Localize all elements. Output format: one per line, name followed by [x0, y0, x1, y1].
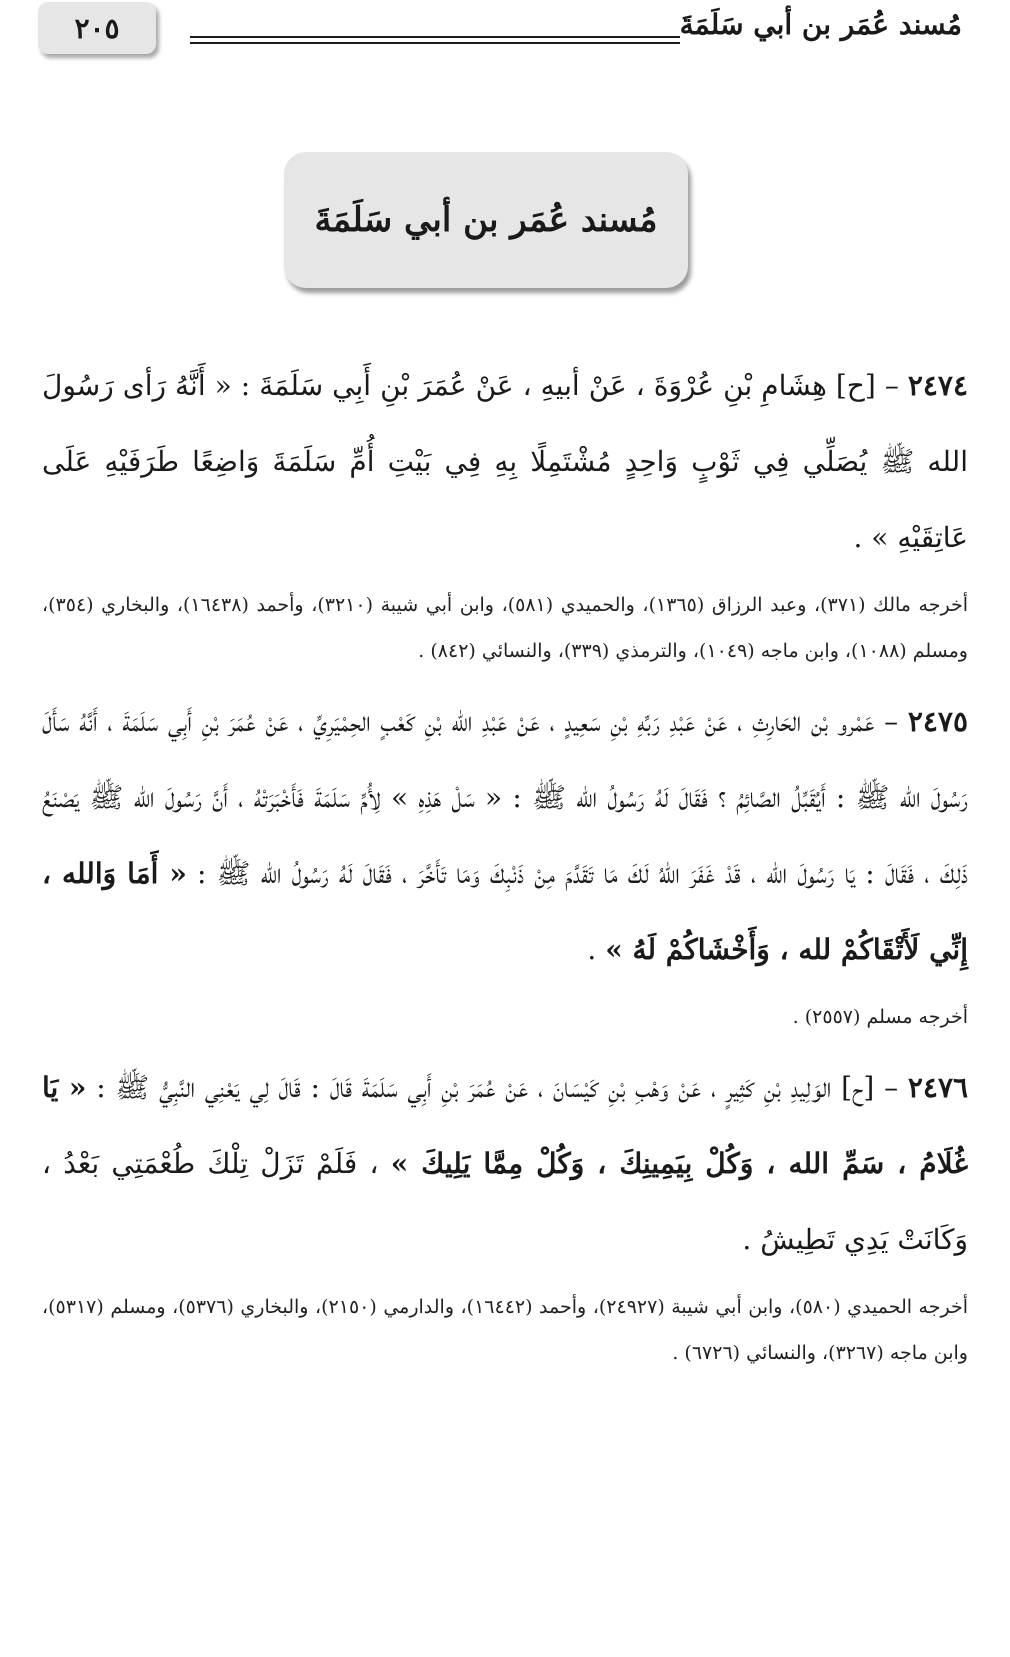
- hadith-text: – عَمْرو بْن الحَارِثِ ، عَنْ عَبْدِ رَبِّهِ بْنِ سَعِيدٍ ، عَنْ عَبْدِ الله بْنِ كَعْبٍ الحِمْيَرِيِّ ، عَنْ عُمَرَ بْنِ أَبِي سَلَمَةَ ، أَنَّهُ سَأَلَ رَسُولَ الله ﷺ : أَيُقَبِّلُ الصَّائِمُ ؟ فَقَالَ لَهُ رَسُولُ الله ﷺ : « سَلْ هَذِهِ » لِأُمِّ سَلَمَةَ فَأَخْبَرَتْهُ ، أَنَّ رَسُولَ الله ﷺ يَصْنَعُ ذَلِكَ ، فَقَالَ : يَا رَسُولَ الله ، قَدْ غَفَرَ اللهُ لَكَ مَا تَقَدَّمَ مِنْ ذَنْبِكَ وَمَا تَأَخَّرَ ، فَقَالَ لَهُ رَسُولُ الله ﷺ :: [42, 705, 969, 890]
- hadith-number: ٢٤٧٥: [907, 705, 968, 738]
- header-rule-bottom: [190, 42, 680, 44]
- running-title: مُسند عُمَر بن أبي سَلَمَةَ: [679, 8, 962, 41]
- hadith-number: ٢٤٧٤: [907, 369, 968, 402]
- page-number: ٢٠٥: [38, 2, 156, 54]
- header-rule-top: [190, 36, 680, 38]
- takhrij-2476: أخرجه الحميدي (٥٨٠)، وابن أبي شيبة (٢٤٩٢٧)، وأحمد (١٦٤٤٢)، والدارمي (٢١٥٠)، والبخاري (٥٣٧٦)، ومسلم (٥٣١٧)، وابن ماجه (٣٢٦٧)، والنسائي (٦٧٢٦) .: [42, 1296, 968, 1364]
- running-header: [0, 0, 1010, 70]
- hadith-2475: [42, 684, 968, 988]
- hadith-quote: « أَمَا وَالله ، إِنِّي لَأَتْقَاكُمْ لله ، وَأَخْشَاكُمْ لَهُ »: [42, 857, 968, 966]
- page-body: [42, 348, 968, 1386]
- takhrij-2474: أخرجه مالك (٣٧١)، وعبد الرزاق (١٣٦٥)، والحميدي (٥٨١)، وابن أبي شيبة (٣٢١٠)، وأحمد (١٦٤٣٨)، والبخاري (٣٥٤)، ومسلم (١٠٨٨)، وابن ماجه (١٠٤٩)، والترمذي (٣٣٩)، والنسائي (٨٤٢) .: [42, 594, 968, 662]
- hadith-2476: [42, 1050, 968, 1278]
- hadith-text-end: .: [587, 933, 606, 966]
- hadith-number: ٢٤٧٦: [907, 1071, 969, 1104]
- hadith-text: – [ح] هِشَامِ بْنِ عُرْوَةَ ، عَنْ أبيهِ ، عَنْ عُمَرَ بْنِ أَبِي سَلَمَةَ : « أَنَّهُ رَأى رَسُولَ الله ﷺ يُصَلِّي فِي ثَوْبٍ وَاحِدٍ مُشْتَمِلًا بِهِ فِي بَيْتِ أُمِّ سَلَمَةَ وَاضِعًا طَرَفَيْهِ عَلَى عَاتِقَيْهِ » .: [42, 369, 968, 554]
- hadith-2474: [42, 348, 968, 576]
- hadith-quote: « يَا غُلَامُ ، سَمِّ الله ، وَكُلْ بِيَمِينِكَ ، وَكُلْ مِمَّا يَلِيكَ »: [42, 1071, 968, 1180]
- takhrij-2475: أخرجه مسلم (٢٥٥٧) .: [792, 1006, 968, 1028]
- chapter-title: مُسند عُمَر بن أبي سَلَمَةَ: [284, 152, 688, 288]
- hadith-text-end: ، فَلَمْ تَزَلْ تِلْكَ طُعْمَتِي بَعْدُ ، وَكَانَتْ يَدِي تَطِيشُ .: [42, 1147, 968, 1256]
- hadith-text: – [ح] الوَلِيدِ بْنِ كَثِيرٍ ، عَنْ وَهْبِ بْنِ كَيْسَانَ ، عَنْ عُمَرَ بْنِ أَبِي سَلَمَةَ قَالَ : قَالَ لِي يَعْنِي النَّبِيُّ ﷺ :: [86, 1071, 908, 1104]
